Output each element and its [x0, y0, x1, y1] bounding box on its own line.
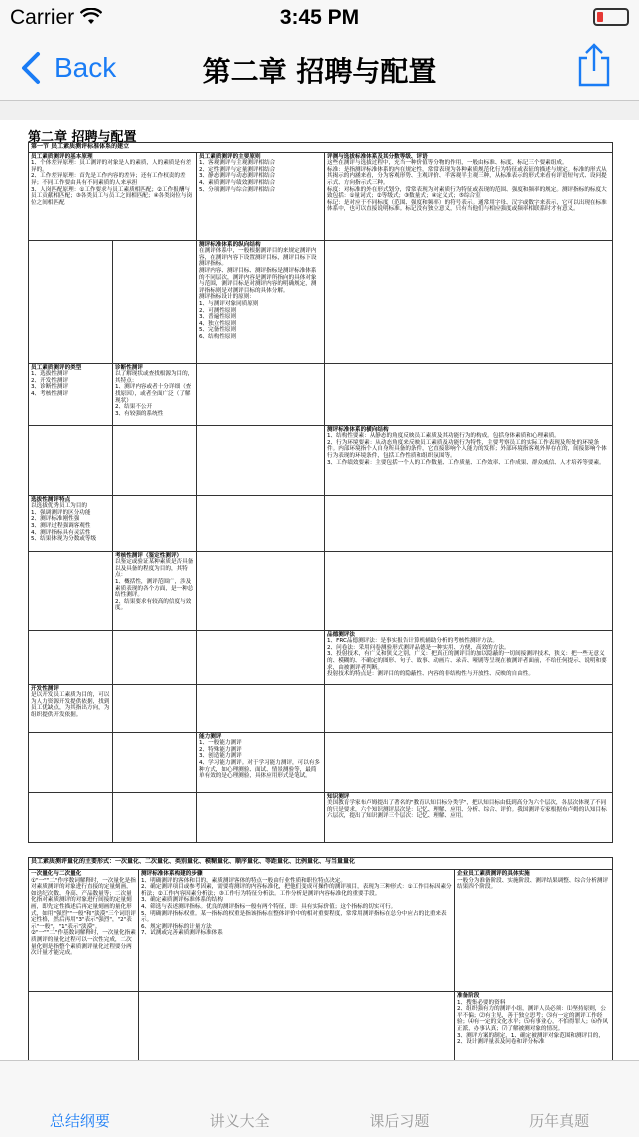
tab-exercises[interactable]: 课后习题: [369, 1112, 430, 1130]
section1-title: 第一节 员工素质测评标准体系的建立: [29, 143, 613, 153]
block-text: 1、FRC品德测评法：是事实报告计算机辅助分析的考核性测评方法。 2、问卷法：采用问卷测验形式测评品德是一种实用、方便、高效的方法。 3、投射技术，有广义和狭义之别，广义：把真正的测评目的加以隐蔽的一切间接测评技术，狭义：把一些无意义的、模糊的、不确定的图形、句子、故事、动画片、录音、哑剧等呈现在被测评者面前，不给任何提示、说明和要求，由被测评者判断。 投射技术的特点是：测评目的的隐蔽性、内容的非结构性与开放性、反映的自由性。: [327, 638, 607, 678]
block-title: 测评标准体系构建的步骤: [141, 871, 203, 877]
block-title: 员工素质测评的基本原理: [31, 153, 93, 160]
content-block: [455, 870, 613, 992]
empty-cell: [325, 495, 613, 551]
empty-cell: [29, 630, 113, 684]
block-text: 1、个体差异原理：员工测评的对象是人的素质，人的素质是有差异的。 2、工作差异原理：首先是工作内容的差异；还有工作权责的差异；不同工作要由具有不同素质的人来承担 3、人岗匹配原理：①工作要求与员工素质相匹配；②工作报酬与员工贡献相匹配；③各类员工与员工之间相匹配；④各类岗位与岗位之间相匹配: [31, 160, 193, 206]
empty-cell: [113, 792, 197, 842]
content-block: [325, 630, 613, 684]
block-text: ①"一""二"作序数词解释时，一次量化是指对素质测评的对象进行直接的定量刻画，如迭纪次数、身高、产品数量等；二次量化指对素质测评的对象进行间接的定量刻画，即先定性描述后再定量刻画的量化形式，如用"强烈""一般"和"淡漠"三个词语评定性格，然后再用"3"表示"强烈"，"2"表示"一般"，"1"表示"淡漠"。 ②"一""二"作基数词解释时，一次量化指素质测评的量化过程可以一次性完成，二次量化则是指整个素质测评量化过程要分两次计量才能完成。: [31, 877, 136, 957]
block-title: 评测与选拔标准体系及其分数等级、评语: [327, 153, 428, 160]
content-block: [113, 551, 197, 630]
block-title: 诊断性测评: [115, 364, 143, 371]
block-title: 测评标准体系的横向结构: [327, 426, 389, 433]
block-text: 1、选拔性测评 2、开发性测评 3、诊断性测评 4、考核性测评: [31, 371, 69, 397]
block-text: 一般分为准备阶段、实施阶段、测评结果调整、综合分析测评结果四个阶段。: [457, 877, 609, 891]
empty-cell: [29, 240, 113, 363]
content-block: [197, 240, 325, 363]
content-block: [29, 152, 197, 240]
block-title: 准备阶段: [457, 993, 480, 999]
section2-table: [28, 857, 613, 1060]
section1-table: [28, 142, 613, 843]
share-icon[interactable]: [577, 42, 611, 88]
empty-cell: [325, 363, 613, 425]
empty-cell: [197, 551, 325, 630]
carrier-label: Carrier: [10, 6, 75, 29]
content-block: [325, 152, 613, 240]
tab-lecture-notes[interactable]: 讲义大全: [209, 1112, 270, 1130]
content-block: [29, 363, 113, 425]
block-text: 以选拔优秀员工为目的 1、强调测评的区分功能 2、测评标准刚性强 3、测评过程强调客观性 4、测评指标具有灵活性 5、结果体现为分数或等级: [31, 503, 97, 543]
clock-time: 3:45 PM: [279, 6, 360, 29]
block-title: 考核性测评（鉴定性测评）: [115, 552, 183, 559]
empty-cell: [197, 495, 325, 551]
empty-cell: [29, 551, 113, 630]
block-title: 员工素质测评的类型: [31, 364, 82, 371]
content-block: [29, 495, 113, 551]
content-block: [325, 792, 613, 842]
empty-cell: [113, 684, 197, 732]
block-text: 以了解现状或查找根源为目的，其特点： 1、测评内容或者十分详细（查找原因），或者全面广泛（了解现状） 2、结果不公开 3、有较强的系统性: [115, 371, 194, 417]
block-text: 在测评体系中，一般根据测评目的来规定测评内容，在测评内容下设置测评目标，测评目标下设测评指标。 测评内容、测评目标、测评指标是测评标准体系的不同层次，测评内容是测评所指向的具体对象与范围，测评目标是对测评内容的明确规定，测评指标则是对测评目标的具体分解。 测评指标设计的原则： 1、与测评对象同质原则 2、可测性原则 3、普遍性原则 4、独立性原则 5、完备性原则 6、结构性原则: [199, 248, 317, 340]
tab-summary-outline[interactable]: 总结纲要: [49, 1112, 110, 1130]
empty-cell: [197, 363, 325, 425]
block-title: 测评标准体系的纵向结构: [199, 241, 261, 248]
empty-cell: [197, 425, 325, 495]
block-text: 1、客观测评与主观测评相结合 2、定性测评与定量测评相结合 3、静态测评与动态测评相结合 4、素质测评与绩效测评相结合 5、分项测评与综合测评相结合: [199, 160, 276, 193]
block-text: 这些在测评与选拔过程中，充当一种价值等分物的作用，一般由标准、标度、标记三个要素组成。 标准：是指测评标准体系的内在规定性，常常表现为各种素质规范化行为特征或表征的描述与规定。标准的形式从其揭示的内涵来看，分为客观形势、主观评价、半客观半主观三种，从标准表示的形式来看有评语短句式、设问提示式、方向指示式三种。 标度：对标准的外在形式划分，常常表现为对素质行为特征或表现的范围、强度和频率的规定。测评指标的标度大致包括：①量词式；②等级式；③数量式；④定义式；⑤综合室 标记：是对应于不同标度（范围、强度和频率）的符号表示。通常用字母、汉字或数字来表示，它可以出现在标准体系中，也可以直接说明标准。标记没有独立意义，只有当他们与相应强度或频率相联系时才有意义。: [327, 160, 607, 213]
page-title: 第二章 招聘与配置: [202, 55, 437, 88]
block-text: 1、搜集必要的资料 2、组织强有力的测评小组，测评人员必须：⑴坚持原则，公平不偏；⑵有主见，善于独立思考；⑶有一定的测评工作经验；⑷有一定的文化水平；⑸有事业心，不怕得罪人；⑹作风正派，办事认真；⑺了解被测对象的情况。 3、测评方案的制定，1、确定被测评对象范围和测评目的，2、设计测评量表及问卷和评分标准: [457, 999, 609, 1046]
tab-past-exams[interactable]: 历年真题: [529, 1112, 590, 1130]
empty-cell: [325, 684, 613, 732]
block-text: 是以开发员工素质为目的，可以为人力资源开发提供依据，找到员工优缺点，为其指出方向，为组织提供开发依据。: [31, 692, 110, 718]
block-text: 以鉴定或验证某种素质是否具备以及具备的程度为目的，其特点： 1、概括性，测评范围广，涉及素质表现的各个方面，是一种总结性测评。 2、结果要求有较高的信度与效度。: [115, 559, 194, 612]
empty-cell: [113, 495, 197, 551]
navigation-bar: [0, 40, 639, 101]
content-block: [197, 152, 325, 240]
empty-cell: [113, 630, 197, 684]
empty-cell: [139, 992, 455, 1061]
block-title: 知识测评: [327, 793, 350, 800]
empty-cell: [29, 732, 113, 792]
content-top-gap: [0, 101, 639, 120]
tab-bar: [0, 1060, 639, 1137]
empty-cell: [325, 551, 613, 630]
block-text: 美国教育学家布卢姆提出了著名的"教育认知目标分类学"，把认知目标由低到高分为六个层次，各层次体现了不同的只是要求，六个知识测评层次是：记忆、理解、应用、分析、综合、评价。我国测评专家根据布卢姆的认知目标六层次，提出了知识测评三个层次：记忆、理解、应用。: [327, 800, 607, 820]
empty-cell: [113, 240, 197, 363]
empty-cell: [197, 792, 325, 842]
empty-cell: [29, 425, 113, 495]
document-view[interactable]: [0, 120, 639, 1060]
empty-cell: [29, 792, 113, 842]
empty-cell: [197, 684, 325, 732]
empty-cell: [29, 992, 139, 1061]
status-bar: [0, 0, 639, 40]
block-title: 品德测评法: [327, 631, 355, 638]
battery-icon: [593, 8, 629, 26]
block-title: 一次量化与二次量化: [31, 871, 82, 877]
content-block: [29, 870, 139, 992]
block-title: 能力测评: [199, 733, 222, 740]
block-text: 1、明确测评的客体和目的，素质测评客体的特点一般由行业性质和职位特点决定。 2、确定测评项目或参考因素，需要将测评的内容标准化，把他们变成可操作的测评项目，表现为三种形式：①工作目标因素分析法；②工作内容因素分析法；③工作行为特征分析法。工作分析是测评内容标准化的重要手段。 3、确定素质测评标准体系的结构 4、筛选与表述测评指标。优良的测评指标一般有两个特征，即：具有实际价值；这个指标的切实可行。 5、明确测评指标权重。某一指标的权重是指该指标在整体评价中的相对重要程度，常常用测评指标在总分中应占的比重来表示。 6、规定测评指标的计量方法 7、试测或完善素质测评标准体系: [141, 877, 452, 937]
back-label: Back: [54, 52, 117, 83]
document-heading: 第二章 招聘与配置: [28, 130, 137, 145]
section2-title: 员工素质测评量化的主要形式：一次量化、二次量化、类别量化、模糊量化、顺序量化、等距量化、比例量化、与当量量化: [29, 858, 613, 870]
empty-cell: [325, 732, 613, 792]
empty-cell: [197, 630, 325, 684]
block-text: 1、结构性要素：从静态的角度反映员工素质及其功能行为的构成。包括身体素质和心理素质。 2、行为环境要素：从动态角度来反映员工素质及功能行为特性，主要考察员工的实际工作表现及所处的环境条件。内部环境指个人自身所具备的条件，它直接影响个人能力的发挥；外部环境指客观外界存在的，间接影响个体行为表现的环境条件，包括工作性质和组织氛围等。 3、工作绩效要素：主要包括一个人的工作数量、工作质量、工作效率、工作成果、群众威信、人才培养等要素。: [327, 433, 607, 466]
content-block: [197, 732, 325, 792]
content-block: [29, 684, 113, 732]
block-text: 1、一般能力测评 2、特殊能力测评 3、创造能力测评 4、学习能力测评。对于学习能力测评，可以有多种方式，如心理测验、面试、情景测验等，最简单有效的是心理测验，具体应用形式是笔试。: [199, 740, 321, 780]
block-title: 员工素质测评的主要原则: [199, 153, 261, 160]
battery-level: [597, 12, 603, 22]
content-block: [455, 992, 613, 1061]
content-block: [113, 363, 197, 425]
block-title: 开发性测评: [31, 685, 59, 692]
block-title: 企业员工素质测评的具体实施: [457, 871, 530, 877]
empty-cell: [113, 425, 197, 495]
content-block: [139, 870, 455, 992]
content-block: [325, 425, 613, 495]
block-title: 选拔性测评特点: [31, 496, 71, 503]
empty-cell: [113, 732, 197, 792]
empty-cell: [325, 240, 613, 363]
